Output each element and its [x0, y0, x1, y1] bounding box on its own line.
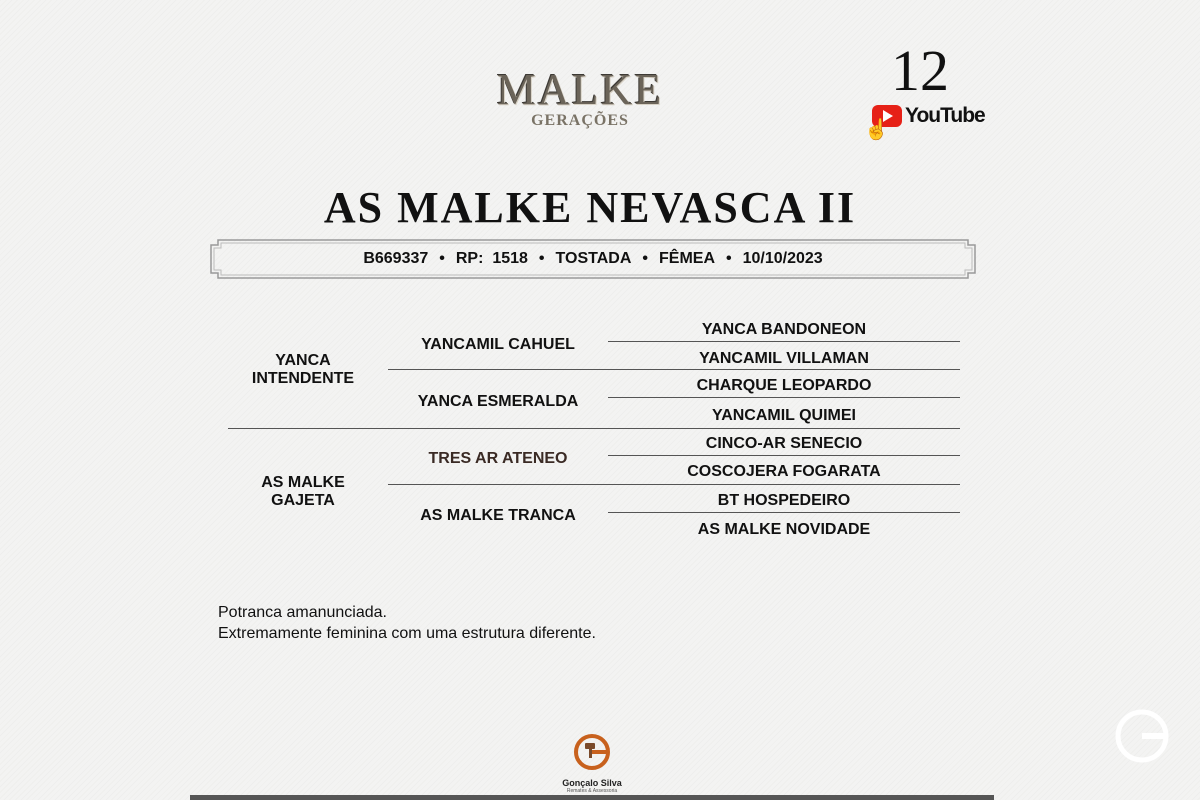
- maternal-granddam: AS MALKE TRANCA: [420, 507, 576, 524]
- logo-sub-text: GERAÇÕES: [531, 112, 629, 129]
- separator-dot: •: [642, 250, 648, 267]
- divider-line: [228, 428, 960, 429]
- note-line-2: Extremamente feminina com uma estrutura diferente.: [218, 625, 596, 642]
- divider-line: [608, 341, 960, 342]
- paternal-grandsire: YANCAMIL CAHUEL: [421, 336, 575, 353]
- sire-name-text: YANCA INTENDENTE: [251, 352, 355, 387]
- divider-line: [608, 455, 960, 456]
- birth-date: 10/10/2023: [742, 250, 823, 267]
- description: [218, 602, 596, 644]
- lot-number: 12: [891, 38, 949, 103]
- registry-number: B669337: [363, 250, 429, 267]
- footer-tagline: Remates & Assessoria: [566, 788, 618, 794]
- divider-line: [608, 397, 960, 398]
- pointer-hand-icon: ☝: [864, 119, 889, 141]
- note-line-1: Potranca amanunciada.: [218, 604, 387, 621]
- bottom-bar: [190, 795, 994, 800]
- ggsire-4: BT HOSPEDEIRO: [717, 492, 851, 509]
- coat-color: TOSTADA: [555, 250, 632, 267]
- youtube-label: YouTube: [905, 104, 985, 127]
- separator-dot: •: [726, 250, 732, 267]
- divider-line: [608, 512, 960, 513]
- divider-line: [388, 484, 960, 485]
- ggdam-2: YANCAMIL QUIMEI: [711, 407, 856, 424]
- rp-value: 1518: [492, 250, 528, 267]
- logo-main-text: MALKE: [496, 65, 664, 114]
- maternal-grandsire: TRES AR ATENEO: [428, 450, 568, 467]
- ggsire-3: CINCO-AR SENECIO: [705, 435, 863, 452]
- footer-brand-name: Gonçalo Silva: [562, 778, 622, 788]
- rp-label: RP:: [455, 250, 484, 267]
- divider-line: [388, 369, 960, 370]
- goncalo-silva-logo: [552, 733, 632, 794]
- sire-name: [228, 352, 378, 388]
- horse-name-title: AS MALKE NEVASCA II: [323, 183, 857, 232]
- dam-name-text: AS MALKE GAJETA: [261, 474, 345, 509]
- ggdam-3: COSCOJERA FOGARATA: [687, 463, 881, 480]
- paternal-granddam: YANCA ESMERALDA: [417, 393, 579, 410]
- dam-name: [228, 474, 378, 510]
- ggdam-4: AS MALKE NOVIDADE: [697, 521, 871, 538]
- ggsire-1: YANCA BANDONEON: [701, 321, 867, 338]
- separator-dot: •: [439, 250, 445, 267]
- separator-dot: •: [538, 250, 545, 267]
- ggdam-1: YANCAMIL VILLAMAN: [699, 350, 869, 367]
- gavel-g-icon: [572, 733, 612, 771]
- sex: FÊMEA: [659, 250, 715, 267]
- watermark-g-icon: [1112, 706, 1172, 766]
- ggsire-2: CHARQUE LEOPARDO: [696, 377, 872, 394]
